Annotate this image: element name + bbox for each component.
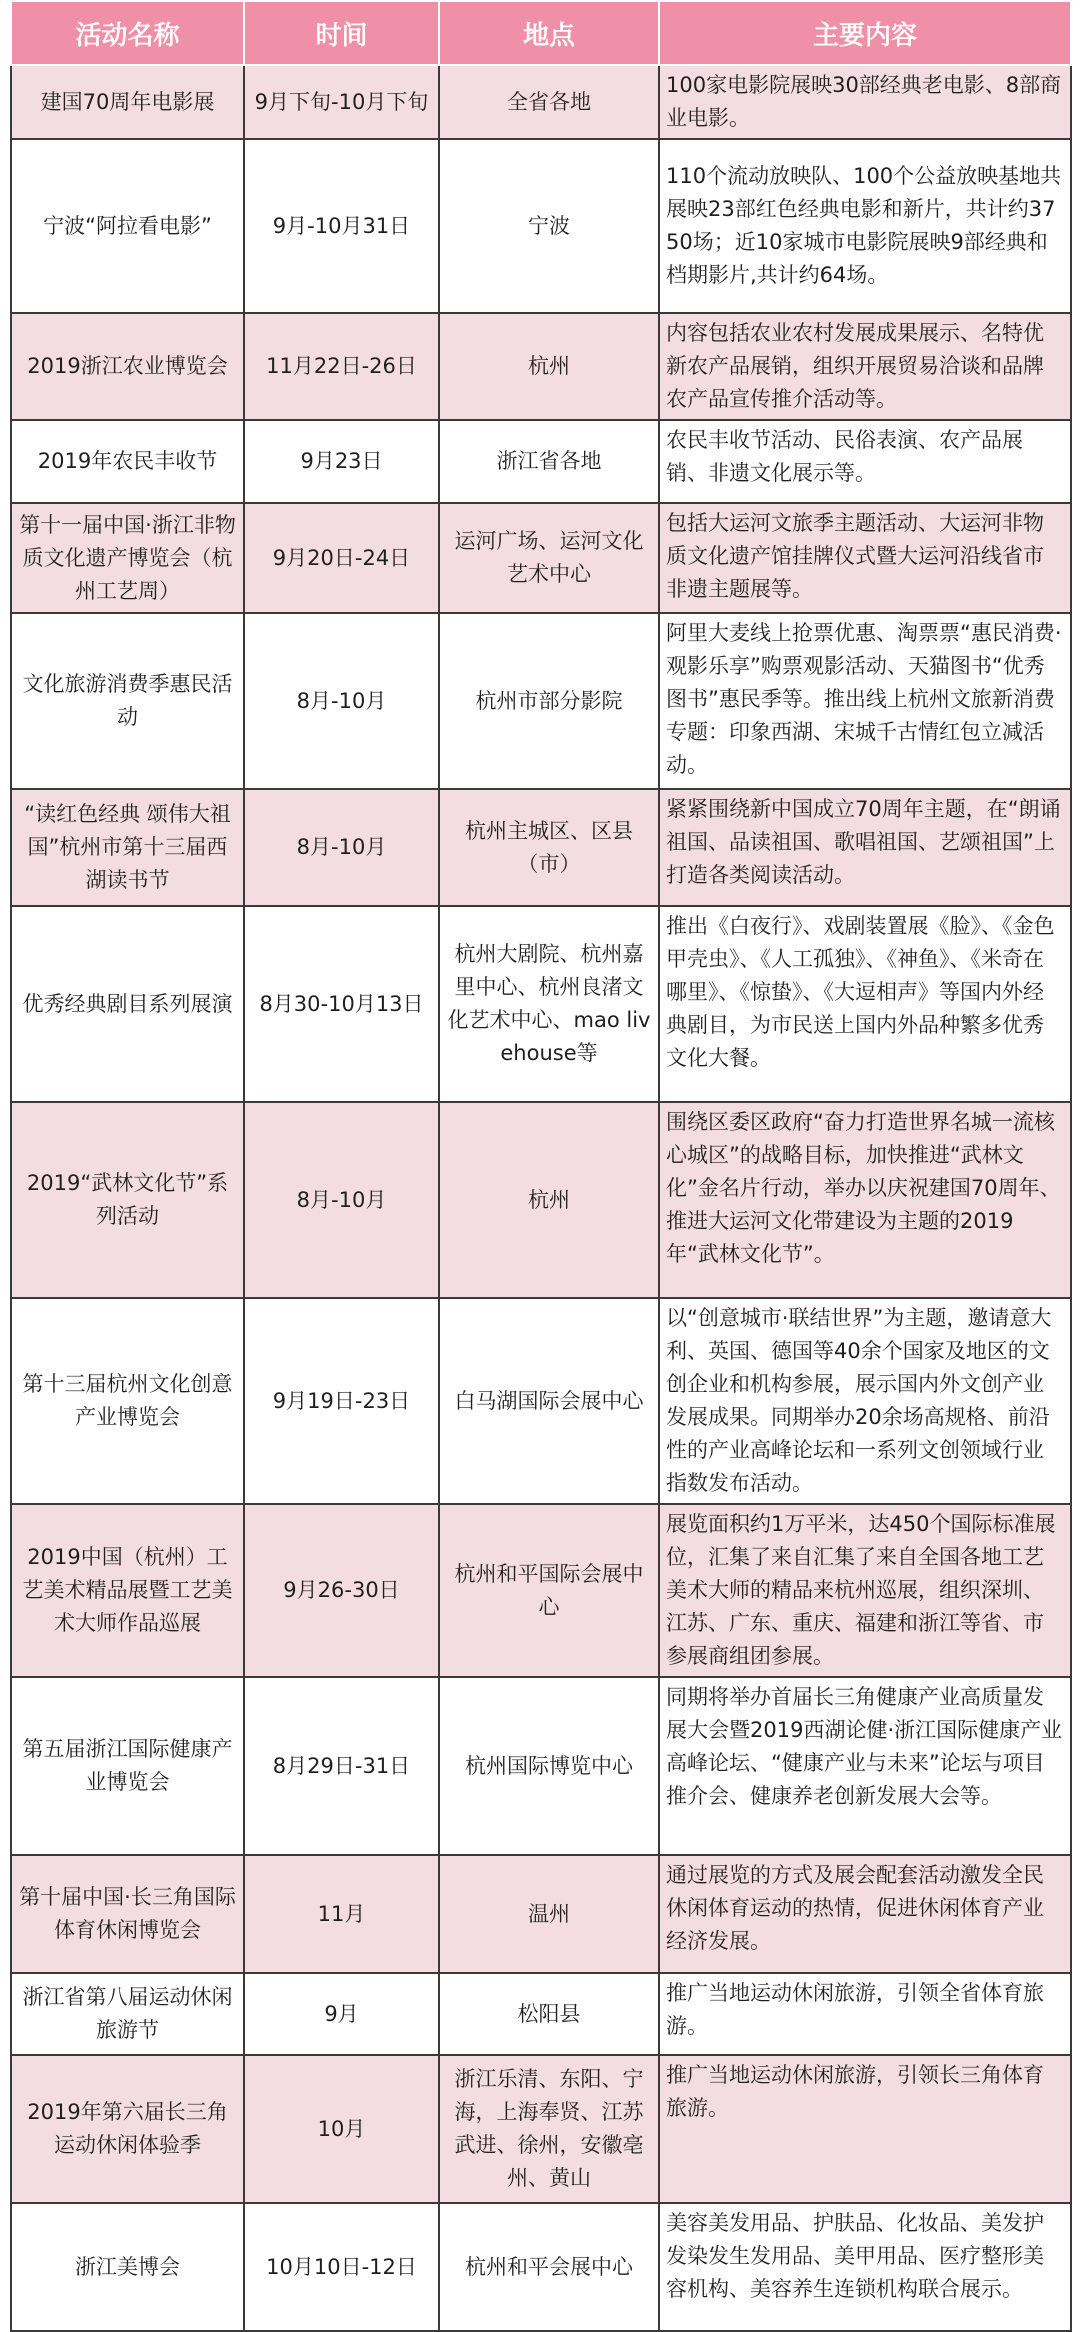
cell-name: 2019“武林文化节”系列活动 xyxy=(11,1102,244,1298)
table-row xyxy=(11,1677,1071,1855)
cell-place: 全省各地 xyxy=(439,65,659,139)
cell-name: 优秀经典剧目系列展演 xyxy=(11,906,244,1102)
table-row xyxy=(11,2203,1071,2331)
cell-name: 建国70周年电影展 xyxy=(11,65,244,139)
table-row xyxy=(11,789,1071,906)
events-table xyxy=(10,0,1072,2332)
table-row xyxy=(11,1102,1071,1298)
table-row xyxy=(11,420,1071,503)
cell-time: 8月29日-31日 xyxy=(244,1677,439,1855)
cell-name: 第十三届杭州文化创意产业博览会 xyxy=(11,1298,244,1504)
cell-place: 杭州和平国际会展中心 xyxy=(439,1504,659,1677)
cell-time: 9月 xyxy=(244,1973,439,2055)
cell-content: 100家电影院展映30部经典老电影、8部商业电影。 xyxy=(659,65,1071,139)
cell-name: 第五届浙江国际健康产业博览会 xyxy=(11,1677,244,1855)
cell-time: 10月 xyxy=(244,2055,439,2203)
cell-name: 2019年第六届长三角运动休闲体验季 xyxy=(11,2055,244,2203)
cell-content: 美容美发用品、护肤品、化妆品、美发护发染发生发用品、美甲用品、医疗整形美容机构、美容养生连锁机构联合展示。 xyxy=(659,2203,1071,2331)
cell-content: 围绕区委区政府“奋力打造世界名城一流核心城区”的战略目标，加快推进“武林文化”金名片行动，举办以庆祝建国70周年、推进大运河文化带建设为主题的2019年“武林文化节”。 xyxy=(659,1102,1071,1298)
table-row xyxy=(11,613,1071,789)
cell-name: 浙江省第八届运动休闲旅游节 xyxy=(11,1973,244,2055)
cell-content: 农民丰收节活动、民俗表演、农产品展销、非遗文化展示等。 xyxy=(659,420,1071,503)
cell-place: 温州 xyxy=(439,1855,659,1973)
cell-content: 同期将举办首届长三角健康产业高质量发展大会暨2019西湖论健·浙江国际健康产业高峰论坛、“健康产业与未来”论坛与项目推介会、健康养老创新发展大会等。 xyxy=(659,1677,1071,1855)
cell-place: 杭州主城区、区县（市） xyxy=(439,789,659,906)
cell-place: 杭州大剧院、杭州嘉里中心、杭州良渚文化艺术中心、mao livehouse等 xyxy=(439,906,659,1102)
header-place: 地点 xyxy=(439,1,659,65)
table-row xyxy=(11,1504,1071,1677)
header-time: 时间 xyxy=(244,1,439,65)
cell-place: 浙江省各地 xyxy=(439,420,659,503)
table-row xyxy=(11,1298,1071,1504)
cell-time: 8月30-10月13日 xyxy=(244,906,439,1102)
cell-time: 8月-10月 xyxy=(244,789,439,906)
cell-name: 2019年农民丰收节 xyxy=(11,420,244,503)
cell-name: 第十一届中国·浙江非物质文化遗产博览会（杭州工艺周） xyxy=(11,503,244,613)
cell-content: 以“创意城市·联结世界”为主题，邀请意大利、英国、德国等40余个国家及地区的文创企业和机构参展，展示国内外文创产业发展成果。同期举办20余场高规格、前沿性的产业高峰论坛和一系列文创领域行业指数发布活动。 xyxy=(659,1298,1071,1504)
cell-content: 推广当地运动休闲旅游，引领全省体育旅游。 xyxy=(659,1973,1071,2055)
table-row xyxy=(11,1855,1071,1973)
cell-content: 通过展览的方式及展会配套活动激发全民休闲体育运动的热情，促进休闲体育产业经济发展。 xyxy=(659,1855,1071,1973)
table-row xyxy=(11,65,1071,139)
cell-place: 白马湖国际会展中心 xyxy=(439,1298,659,1504)
cell-name: 第十届中国·长三角国际体育休闲博览会 xyxy=(11,1855,244,1973)
cell-time: 9月下旬-10月下旬 xyxy=(244,65,439,139)
cell-time: 9月19日-23日 xyxy=(244,1298,439,1504)
cell-time: 11月 xyxy=(244,1855,439,1973)
cell-place: 浙江乐清、东阳、宁海，上海奉贤、江苏武进、徐州，安徽亳州、黄山 xyxy=(439,2055,659,2203)
cell-content: 阿里大麦线上抢票优惠、淘票票“惠民消费·观影乐享”购票观影活动、天猫图书“优秀图书”惠民季等。推出线上杭州文旅新消费专题：印象西湖、宋城千古情红包立减活动。 xyxy=(659,613,1071,789)
cell-name: 2019浙江农业博览会 xyxy=(11,313,244,420)
header-content: 主要内容 xyxy=(659,1,1071,65)
cell-content: 推出《白夜行》、戏剧装置展《脸》、《金色甲壳虫》、《人工孤独》、《神鱼》、《米奇在哪里》、《惊蛰》、《大逗相声》等国内外经典剧目，为市民送上国内外品种繁多优秀文化大餐。 xyxy=(659,906,1071,1102)
cell-place: 杭州 xyxy=(439,313,659,420)
cell-time: 11月22日-26日 xyxy=(244,313,439,420)
cell-place: 运河广场、运河文化艺术中心 xyxy=(439,503,659,613)
cell-name: 文化旅游消费季惠民活动 xyxy=(11,613,244,789)
cell-time: 9月20日-24日 xyxy=(244,503,439,613)
cell-content: 展览面积约1万平米，达450个国际标准展位，汇集了来自汇集了来自全国各地工艺美术大师的精品来杭州巡展，组织深圳、江苏、广东、重庆、福建和浙江等省、市参展商组团参展。 xyxy=(659,1504,1071,1677)
cell-place: 杭州市部分影院 xyxy=(439,613,659,789)
table-row xyxy=(11,503,1071,613)
cell-place: 松阳县 xyxy=(439,1973,659,2055)
cell-time: 8月-10月 xyxy=(244,1102,439,1298)
header-name: 活动名称 xyxy=(11,1,244,65)
table-row xyxy=(11,139,1071,313)
table-row xyxy=(11,313,1071,420)
cell-time: 9月26-30日 xyxy=(244,1504,439,1677)
cell-name: 宁波“阿拉看电影” xyxy=(11,139,244,313)
table-row xyxy=(11,1973,1071,2055)
cell-content: 推广当地运动休闲旅游，引领长三角体育旅游。 xyxy=(659,2055,1071,2203)
cell-content: 紧紧围绕新中国成立70周年主题，在“朗诵祖国、品读祖国、歌唱祖国、艺颂祖国”上打造各类阅读活动。 xyxy=(659,789,1071,906)
cell-time: 8月-10月 xyxy=(244,613,439,789)
cell-time: 9月23日 xyxy=(244,420,439,503)
table-row xyxy=(11,906,1071,1102)
header-row xyxy=(11,1,1071,65)
cell-place: 杭州国际博览中心 xyxy=(439,1677,659,1855)
cell-content: 包括大运河文旅季主题活动、大运河非物质文化遗产馆挂牌仪式暨大运河沿线省市非遗主题展等。 xyxy=(659,503,1071,613)
cell-name: 2019中国（杭州）工艺美术精品展暨工艺美术大师作品巡展 xyxy=(11,1504,244,1677)
cell-content: 内容包括农业农村发展成果展示、名特优新农产品展销，组织开展贸易洽谈和品牌农产品宣传推介活动等。 xyxy=(659,313,1071,420)
cell-place: 宁波 xyxy=(439,139,659,313)
cell-time: 9月-10月31日 xyxy=(244,139,439,313)
cell-time: 10月10日-12日 xyxy=(244,2203,439,2331)
cell-place: 杭州和平会展中心 xyxy=(439,2203,659,2331)
cell-name: 浙江美博会 xyxy=(11,2203,244,2331)
cell-place: 杭州 xyxy=(439,1102,659,1298)
table-row xyxy=(11,2055,1071,2203)
cell-name: “读红色经典 颂伟大祖国”杭州市第十三届西湖读书节 xyxy=(11,789,244,906)
cell-content: 110个流动放映队、100个公益放映基地共展映23部红色经典电影和新片，共计约3750场；近10家城市电影院展映9部经典和档期影片,共计约64场。 xyxy=(659,139,1071,313)
